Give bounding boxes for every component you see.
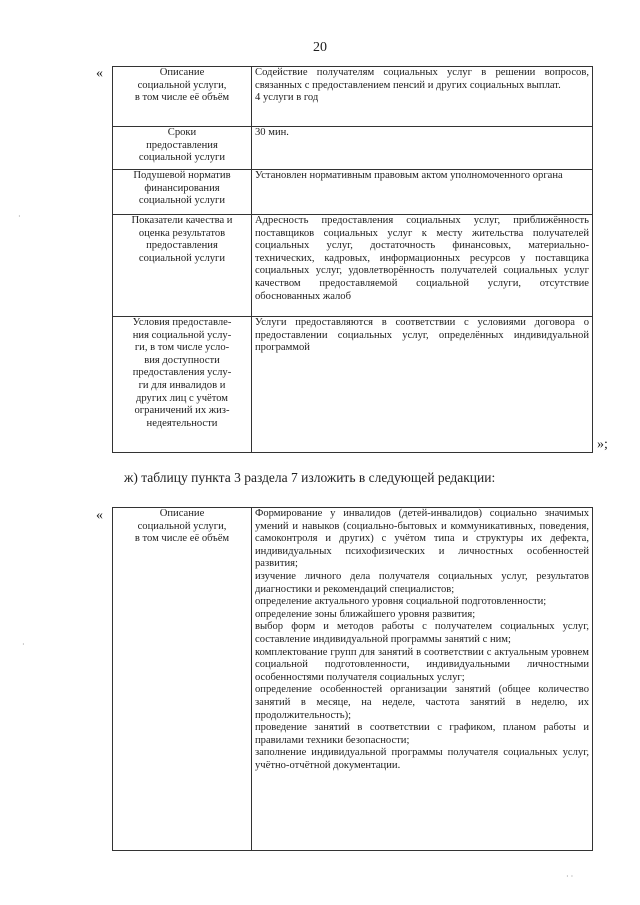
row-label: Описание социальной услуги, в том числе её объём bbox=[113, 67, 252, 127]
row-label: Показатели качества и оценка результатов предоставления социальной услуги bbox=[113, 215, 252, 317]
open-quote-1: « bbox=[96, 66, 103, 81]
page-number: 20 bbox=[313, 40, 327, 55]
row-value: 30 мин. bbox=[252, 127, 593, 170]
row-label: Подушевой норматив финансирования социальной услуги bbox=[113, 170, 252, 215]
table-row bbox=[113, 67, 593, 127]
scan-mark: · · bbox=[566, 872, 574, 881]
row-value: Адресность предоставления социальных услуг, приближённость поставщиков социальных услуг к месту жительства получателей социальных услуг, достаточность финансовых, материально-технических, кадровых, информационных ресурсов у поставщика социальных услуг, удовлетворённость получателей социальных услуг качеством предоставляемой социальной услуги, отсутствие обоснованных жалоб bbox=[252, 215, 593, 317]
close-quote-1: »; bbox=[597, 437, 608, 452]
row-label: Описание социальной услуги, в том числе её объём bbox=[113, 508, 252, 851]
service-table-1 bbox=[112, 66, 593, 453]
table-row bbox=[113, 317, 593, 453]
row-label: Условия предоставле- ния социальной услу- ги, в том числе усло- вия доступности предоставления услу- ги для инвалидов и других лиц с учётом ограничений их жиз- недеятельности bbox=[113, 317, 252, 453]
table-row bbox=[113, 508, 593, 851]
table-row bbox=[113, 127, 593, 170]
scan-mark: · bbox=[18, 212, 21, 221]
row-value: Установлен нормативным правовым актом уполномоченного органа bbox=[252, 170, 593, 215]
amendment-instruction: ж) таблицу пункта 3 раздела 7 изложить в следующей редакции: bbox=[124, 470, 496, 485]
row-value: Содействие получателям социальных услуг в решении вопросов, связанных с предоставлением пенсий и других социальных выплат. 4 услуги в год bbox=[252, 67, 593, 127]
row-value: Услуги предоставляются в соответствии с условиями договора о предоставлении социальных услуг, определённых индивидуальной программой bbox=[252, 317, 593, 453]
open-quote-2: « bbox=[96, 508, 103, 523]
service-table-2 bbox=[112, 507, 593, 851]
row-label: Сроки предоставления социальной услуги bbox=[113, 127, 252, 170]
table-row bbox=[113, 215, 593, 317]
scan-mark: · bbox=[22, 640, 25, 649]
row-value: Формирование у инвалидов (детей-инвалидов) социально значимых умений и навыков (социально-бытовых и коммуникативных, поведения, самоконтроля и других) с учётом типа и структуры их дефекта, индивидуальных психофизических и личностных особенностей развития; изучение личного дела получателя социальных услуг, результатов диагностики и рекомендаций специалистов; определение актуального уровня социальной подготовленности; определение зоны ближайшего уровня развития; выбор форм и методов работы с получателем социальных услуг, составление индивидуальной программы занятий с ним; комплектование групп для занятий в соответствии с актуальным уровнем социальной подготовленности, индивидуальными личностными особенностями получателя социальных услуг; определение особенностей организации занятий (общее количество занятий в месяце, на неделе, частота занятий в неделю, их продолжительность); проведение занятий в соответствии с графиком, планом работы и правилами техники безопасности; заполнение индивидуальной программы получателя социальных услуг, учётно-отчётной документации. bbox=[252, 508, 593, 851]
table-row bbox=[113, 170, 593, 215]
